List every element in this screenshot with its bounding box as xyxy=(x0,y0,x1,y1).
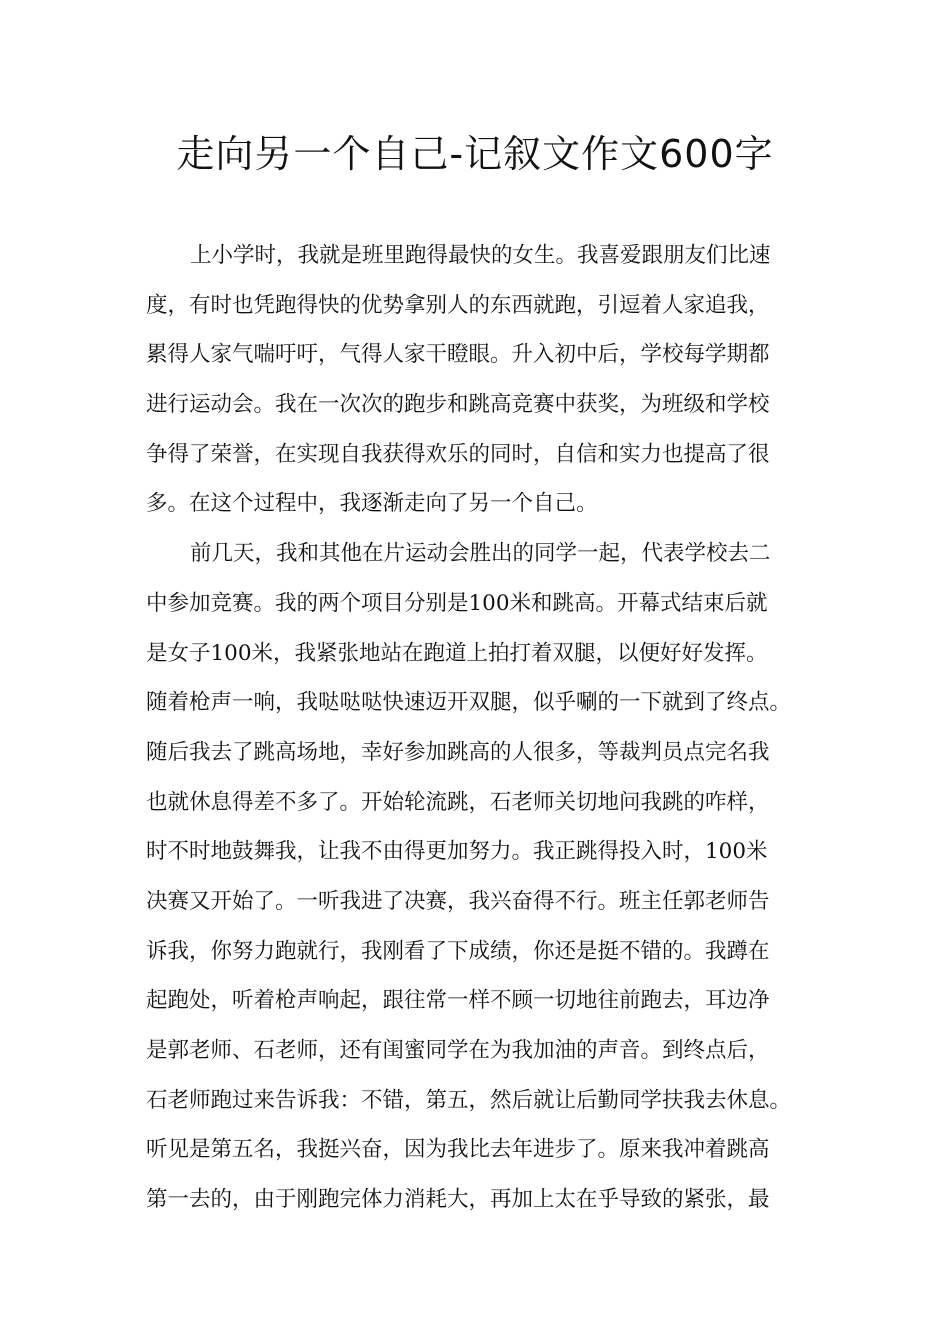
paragraph-line: 石老师跑过来告诉我：不错，第五，然后就让后勤同学扶我去休息。 xyxy=(146,1087,792,1113)
paragraph-line: 累得人家气喘吁吁，气得人家干瞪眼。升入初中后，学校每学期都 xyxy=(146,342,770,368)
paragraph-line: 中参加竞赛。我的两个项目分别是100米和跳高。开幕式结束后就 xyxy=(146,590,768,616)
paragraph-line: 时不时地鼓舞我，让我不由得更加努力。我正跳得投入时，100米 xyxy=(146,839,768,865)
paragraph-line: 起跑处，听着枪声响起，跟往常一样不顾一切地往前跑去，耳边净 xyxy=(146,988,770,1014)
paragraph-line: 进行运动会。我在一次次的跑步和跳高竞赛中获奖，为班级和学校 xyxy=(146,392,770,418)
paragraph-line: 诉我，你努力跑就行，我刚看了下成绩，你还是挺不错的。我蹲在 xyxy=(146,938,770,964)
paragraph-line: 度，有时也凭跑得快的优势拿别人的东西就跑，引逗着人家追我， xyxy=(146,292,770,318)
paragraph-line: 是郭老师、石老师，还有闺蜜同学在为我加油的声音。到终点后， xyxy=(146,1038,770,1063)
paragraph-line: 争得了荣誉，在实现自我获得欢乐的同时，自信和实力也提高了很 xyxy=(146,441,770,467)
paragraph-line: 是女子100米，我紧张地站在跑道上拍打着双腿，以便好好发挥。 xyxy=(146,640,768,666)
paragraph-line: 前几天，我和其他在片运动会胜出的同学一起，代表学校去二 xyxy=(190,541,771,567)
document-body xyxy=(146,231,826,1225)
document-title: 走向另一个自己-记叙文作文600字 xyxy=(176,132,774,176)
paragraph-line: 随着枪声一响，我哒哒哒快速迈开双腿，似乎唰的一下就到了终点。 xyxy=(146,690,792,716)
paragraph-line: 第一去的，由于刚跑完体力消耗大，再加上太在乎导致的紧张，最 xyxy=(146,1187,770,1213)
paragraph-line: 多。在这个过程中，我逐渐走向了另一个自己。 xyxy=(146,491,598,517)
paragraph-line: 也就休息得差不多了。开始轮流跳，石老师关切地问我跳的咋样， xyxy=(146,789,770,815)
paragraph-line: 上小学时，我就是班里跑得最快的女生。我喜爱跟朋友们比速 xyxy=(190,243,771,268)
paragraph-line: 随后我去了跳高场地，幸好参加跳高的人很多，等裁判员点完名我 xyxy=(146,739,770,765)
paragraph-line: 听见是第五名，我挺兴奋，因为我比去年进步了。原来我冲着跳高 xyxy=(146,1137,770,1163)
paragraph-line: 决赛又开始了。一听我进了决赛，我兴奋得不行。班主任郭老师告 xyxy=(146,888,770,914)
